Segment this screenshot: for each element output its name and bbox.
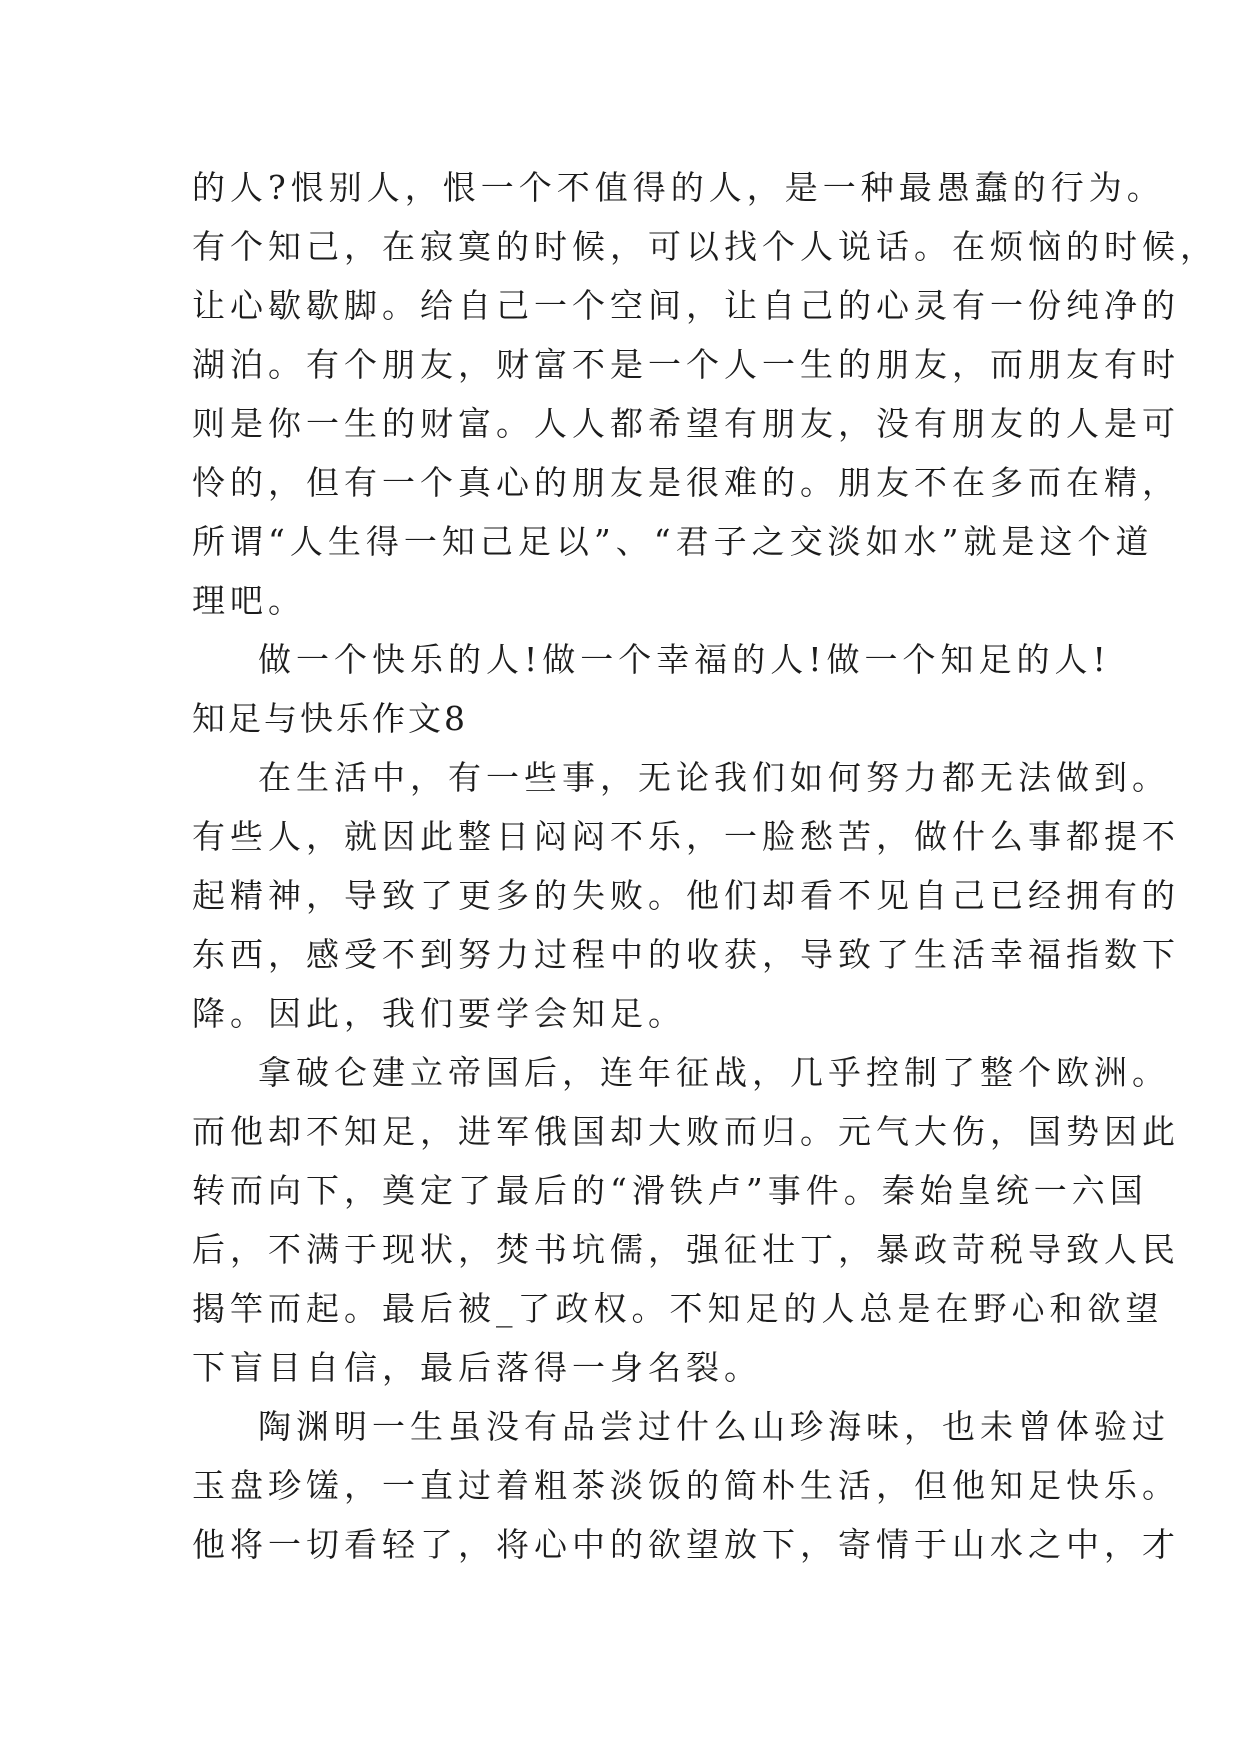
text-line: 东西，感受不到努力过程中的收获，导致了生活幸福指数下: [192, 935, 1180, 974]
text-line: 后，不满于现状，焚书坑儒，强征壮丁，暴政苛税导致人民: [192, 1230, 1180, 1269]
text-line: 理吧。: [192, 581, 306, 620]
text-line: 则是你一生的财富。人人都希望有朋友，没有朋友的人是可: [192, 404, 1180, 443]
text-line: 他将一切看轻了，将心中的欲望放下，寄情于山水之中，才: [192, 1525, 1180, 1564]
text-line: 拿破仑建立帝国后，连年征战，几乎控制了整个欧洲。: [258, 1053, 1170, 1092]
text-line: 怜的，但有一个真心的朋友是很难的。朋友不在多而在精，: [192, 463, 1180, 502]
text-line: 让心歇歇脚。给自己一个空间，让自己的心灵有一份纯净的: [192, 286, 1180, 325]
text-line: 湖泊。有个朋友，财富不是一个人一生的朋友，而朋友有时: [192, 345, 1180, 384]
text-line: 起精神，导致了更多的失败。他们却看不见自己已经拥有的: [192, 876, 1180, 915]
text-line: 所谓“人生得一知己足以”、“君子之交淡如水”就是这个道: [192, 522, 1154, 561]
text-line: 而他却不知足，进军俄国却大败而归。元气大伤，国势因此: [192, 1112, 1180, 1151]
text-line: 转而向下，奠定了最后的“滑铁卢”事件。秦始皇统一六国: [192, 1171, 1148, 1210]
essay-title: 知足与快乐作文8: [192, 699, 468, 738]
text-line: 有些人，就因此整日闷闷不乐，一脸愁苦，做什么事都提不: [192, 817, 1180, 856]
text-line: 有个知己，在寂寞的时候，可以找个人说话。在烦恼的时候，: [192, 227, 1218, 266]
essay-text: [192, 158, 1218, 1574]
text-line: 的人?恨别人，恨一个不值得的人，是一种最愚蠢的行为。: [192, 168, 1165, 207]
text-line: 下盲目自信，最后落得一身名裂。: [192, 1348, 762, 1387]
text-line: 玉盘珍馐，一直过着粗茶淡饭的简朴生活，但他知足快乐。: [192, 1466, 1180, 1505]
text-line: 陶渊明一生虽没有品尝过什么山珍海味，也未曾体验过: [258, 1407, 1170, 1446]
text-line: 做一个快乐的人!做一个幸福的人!做一个知足的人!: [258, 640, 1111, 679]
text-line: 在生活中，有一些事，无论我们如何努力都无法做到。: [258, 758, 1170, 797]
text-line: 降。因此，我们要学会知足。: [192, 994, 686, 1033]
text-line: 揭竿而起。最后被_了政权。不知足的人总是在野心和欲望: [192, 1289, 1164, 1328]
